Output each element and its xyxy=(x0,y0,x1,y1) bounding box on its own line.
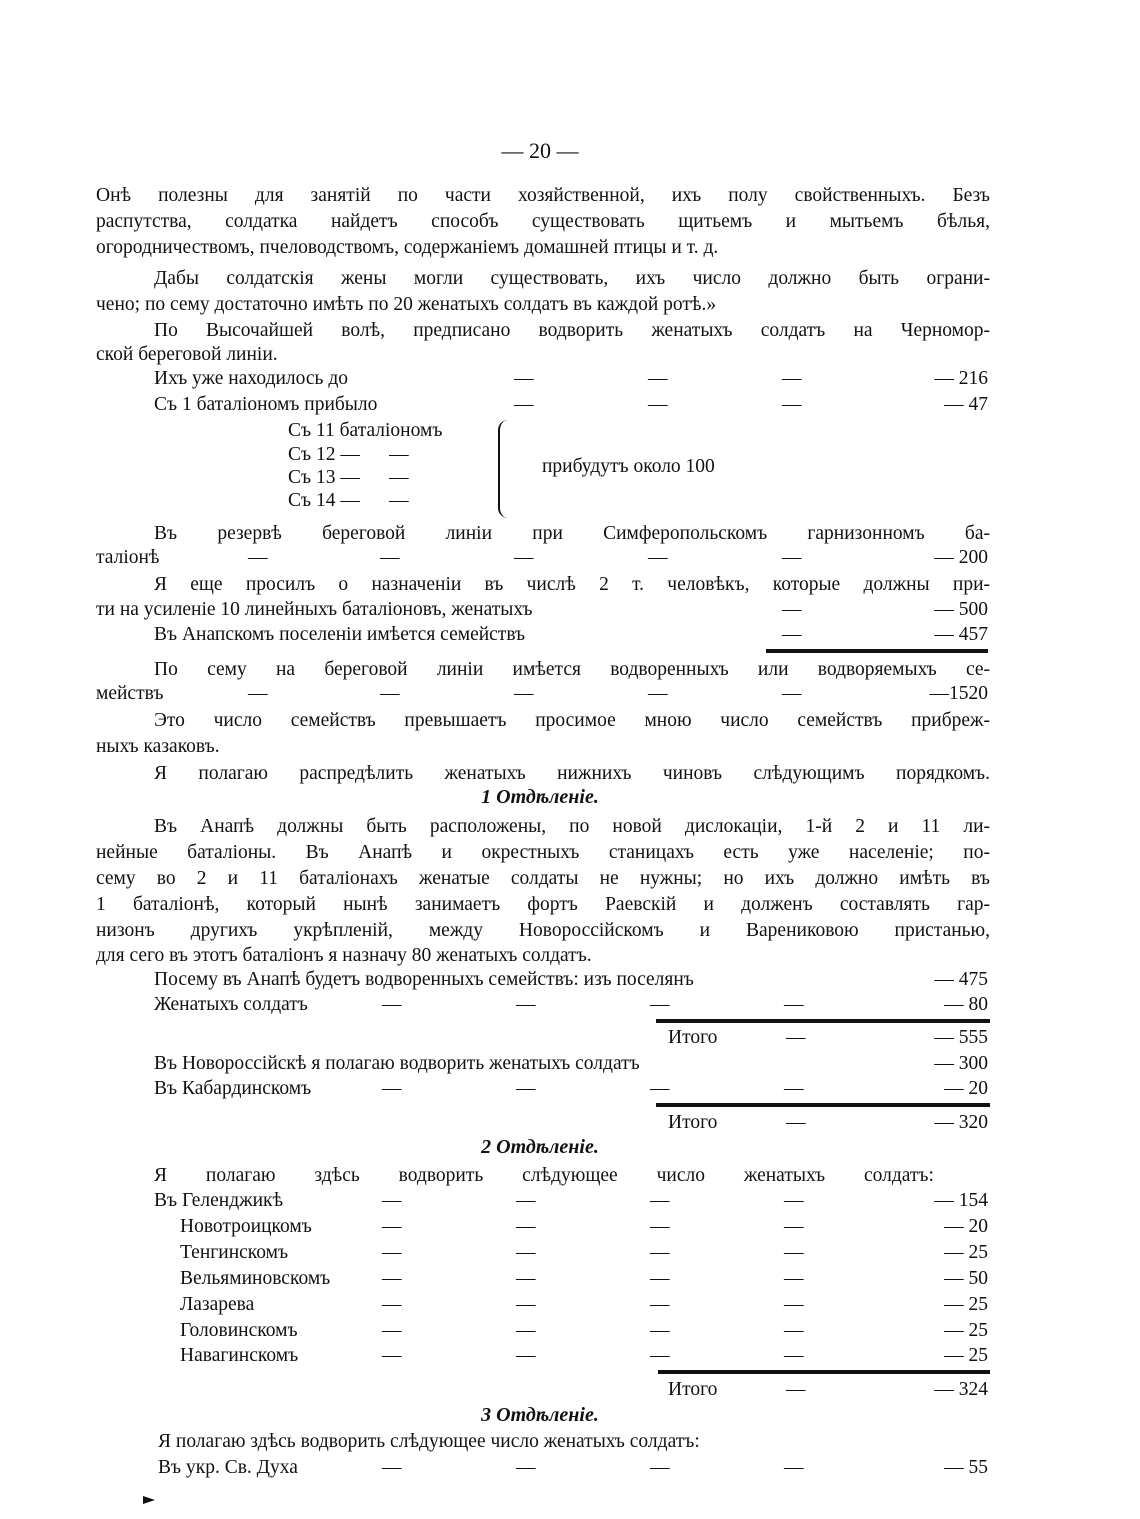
sum-rule xyxy=(656,1103,990,1107)
battalion-line: Съ 13 — — xyxy=(288,467,409,488)
table-row: Ихъ уже находилось до — — — — 216 xyxy=(154,368,988,389)
paragraph-line: Это число семействъ превышаетъ просимое мною число семействъ прибреж- xyxy=(154,710,990,731)
table-row: Новотроицкомъ — — — — — 20 xyxy=(180,1216,988,1237)
battalion-line: Съ 14 — — xyxy=(288,490,409,511)
sum-rule xyxy=(658,1370,990,1374)
paragraph-line: ской береговой линіи. xyxy=(96,344,278,365)
total-row: Итого — — 324 xyxy=(668,1379,988,1400)
paragraph-line: Онѣ полезны для занятій по части хозяйственной, ихъ полу свойственныхъ. Безъ xyxy=(96,185,990,206)
arrow-mark-icon xyxy=(143,1496,155,1504)
section-intro: Я полагаю здѣсь водворить слѣдующее число женатыхъ солдатъ: xyxy=(154,1165,934,1186)
paragraph-line: Въ Анапѣ должны быть расположены, по новой дислокаціи, 1-й 2 и 11 ли- xyxy=(154,816,990,837)
sum-rule xyxy=(766,649,988,653)
paragraph-line: 1 баталіонѣ, который нынѣ занимаетъ фортъ Раевскій и долженъ составлять гар- xyxy=(96,894,990,915)
total-row: Итого — — 320 xyxy=(668,1112,988,1133)
paragraph-line: Я еще просилъ о назначеніи въ числѣ 2 т. человѣкъ, которые должны при- xyxy=(154,574,990,595)
paragraph-line: По Высочайшей волѣ, предписано водворить женатыхъ солдатъ на Черномор- xyxy=(154,320,990,341)
paragraph-line: огородничествомъ, пчеловодствомъ, содержаніемъ домашней птицы и т. д. xyxy=(96,237,719,258)
table-row: ти на усиленіе 10 линейныхъ баталіоновъ, женатыхъ — — 500 xyxy=(96,599,988,620)
paragraph-line: нейные баталіоны. Въ Анапѣ и окрестныхъ станицахъ есть уже населеніе; по- xyxy=(96,842,990,863)
table-row: Въ укр. Св. Духа — — — — — 55 xyxy=(158,1457,988,1478)
paragraph-line: Дабы солдатскія жены могли существовать, ихъ число должно быть ограни- xyxy=(154,268,990,289)
table-row: Въ Новороссійскѣ я полагаю водворить женатыхъ солдатъ — 300 xyxy=(154,1053,988,1074)
paragraph-line: По сему на береговой линіи имѣется водворенныхъ или водворяемыхъ се- xyxy=(154,659,990,680)
table-row: Головинскомъ — — — — — 25 xyxy=(180,1320,988,1341)
table-row: Въ Кабардинскомъ — — — — — 20 xyxy=(154,1078,988,1099)
paragraph-line: Въ резервѣ береговой линіи при Симферопольскомъ гарнизонномъ ба- xyxy=(154,523,990,544)
paragraph-line: чено; по сему достаточно имѣть по 20 женатыхъ солдатъ въ каждой ротѣ.» xyxy=(96,294,717,315)
table-row: Лазарева — — — — — 25 xyxy=(180,1294,988,1315)
battalion-line: Съ 11 баталіономъ xyxy=(288,420,443,441)
section-heading: 1 Отдѣленіе. xyxy=(481,786,599,808)
table-row: таліонѣ — — — — — — 200 xyxy=(96,547,988,568)
table-row: Тенгинскомъ — — — — — 25 xyxy=(180,1242,988,1263)
sum-rule xyxy=(656,1019,990,1023)
section-heading: 2 Отдѣленіе. xyxy=(481,1136,599,1158)
section-intro: Я полагаю здѣсь водворить слѣдующее число женатыхъ солдатъ: xyxy=(158,1431,700,1452)
paragraph-line: сему во 2 и 11 баталіонахъ женатые солдаты не нужны; но ихъ должно имѣть въ xyxy=(96,868,990,889)
paragraph-line: Я полагаю распредѣлить женатыхъ нижнихъ чиновъ слѣдующимъ порядкомъ. xyxy=(154,763,990,784)
table-row: Навагинскомъ — — — — — 25 xyxy=(180,1345,988,1366)
table-row: Съ 1 баталіономъ прибыло — — — — 47 xyxy=(154,394,988,415)
section-heading: 3 Отдѣленіе. xyxy=(481,1404,599,1426)
page-number: — 20 — xyxy=(501,138,579,163)
table-row: Въ Анапскомъ поселеніи имѣется семействъ — — 457 xyxy=(154,624,988,645)
paragraph-line: ныхъ казаковъ. xyxy=(96,736,220,757)
paragraph-line: низонъ другихъ укрѣпленій, между Новороссійскомъ и Варениковою пристанью, xyxy=(96,920,990,941)
battalions-note: прибудутъ около 100 xyxy=(542,456,715,477)
paragraph-line: распутства, солдатка найдетъ способъ существовать щитьемъ и мытьемъ бѣлья, xyxy=(96,211,990,232)
paragraph-line: для сего въ этотъ баталіонъ я назначу 80 женатыхъ солдатъ. xyxy=(96,945,592,966)
table-row: Вельяминовскомъ — — — — — 50 xyxy=(180,1268,988,1289)
table-row: Женатыхъ солдатъ — — — — — 80 xyxy=(154,994,988,1015)
battalion-line: Съ 12 — — xyxy=(288,444,409,465)
table-row: мействъ — — — — — —1520 xyxy=(96,683,988,704)
table-row: Посему въ Анапѣ будетъ водворенныхъ семействъ: изъ поселянъ — 475 xyxy=(154,969,988,990)
total-row: Итого — — 555 xyxy=(668,1027,988,1048)
table-row: Въ Геленджикѣ — — — — — 154 xyxy=(154,1190,988,1211)
brace-icon xyxy=(498,420,514,518)
